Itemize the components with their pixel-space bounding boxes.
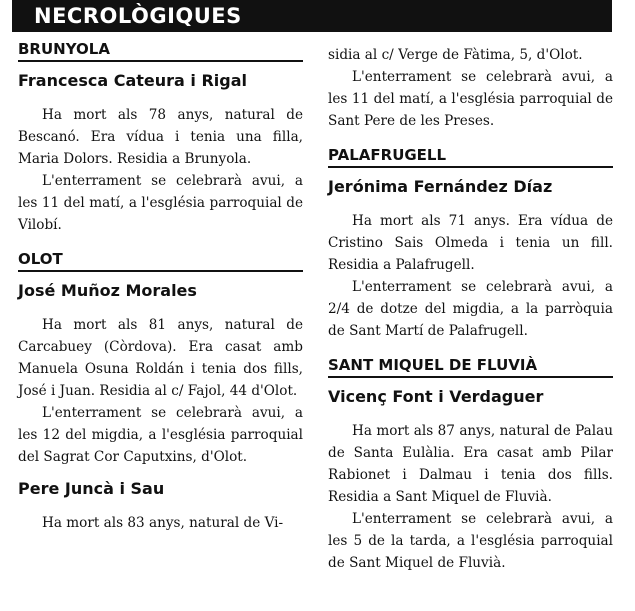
place-heading-sant-miquel-de-fluvia: SANT MIQUEL DE FLUVIÀ	[328, 356, 613, 378]
funeral-paragraph: L'enterrament se celebrarà avui, a les 11 del matí, a l'església parroquial de Vilobí.	[18, 173, 303, 233]
deceased-name: Jerónima Fernández Díaz	[328, 177, 553, 196]
continued-paragraph: sidia al c/ Verge de Fàtima, 5, d'Olot.	[328, 47, 583, 63]
funeral-paragraph: L'enterrament se celebrarà avui, a les 11 del matí, a l'església parroquial de Sant Pere de les Preses.	[328, 69, 613, 129]
place-heading-palafrugell: PALAFRUGELL	[328, 146, 613, 168]
obituary-paragraph: Ha mort als 83 anys, natural de Vi-	[42, 515, 284, 531]
left-column	[18, 40, 303, 534]
obituary-paragraph: Ha mort als 71 anys. Era vídua de Cristino Sais Olmeda i tenia un fill. Residia a Palafrugell.	[328, 213, 613, 273]
section-title: NECROLÒGIQUES	[34, 4, 242, 28]
deceased-name: José Muñoz Morales	[18, 281, 197, 300]
section-header-bar	[12, 0, 612, 32]
funeral-paragraph: L'enterrament se celebrarà avui, a 2/4 de dotze del migdia, a la parròquia de Sant Martí de Palafrugell.	[328, 279, 613, 339]
deceased-name: Vicenç Font i Verdaguer	[328, 387, 544, 406]
obituary-paragraph: Ha mort als 81 anys, natural de Carcabuey (Còrdova). Era casat amb Manuela Osuna Roldán i tenia dos fills, José i Juan. Residia al c/ Fajol, 44 d'Olot.	[18, 317, 303, 399]
deceased-name: Francesca Cateura i Rigal	[18, 71, 247, 90]
deceased-name: Pere Juncà i Sau	[18, 479, 165, 498]
funeral-paragraph: L'enterrament se celebrarà avui, a les 5 de la tarda, a l'església parroquial de Sant Miquel de Fluvià.	[328, 511, 613, 571]
funeral-paragraph: L'enterrament se celebrarà avui, a les 12 del migdia, a l'església parroquial del Sagrat Cor Caputxins, d'Olot.	[18, 405, 303, 465]
obituary-paragraph: Ha mort als 87 anys, natural de Palau de Santa Eulàlia. Era casat amb Pilar Rabionet i Dalmau i tenia dos fills. Residia a Sant Miquel de Fluvià.	[328, 423, 613, 505]
place-heading-brunyola: BRUNYOLA	[18, 40, 303, 62]
right-column	[328, 46, 613, 574]
place-heading-olot: OLOT	[18, 250, 303, 272]
obituary-paragraph: Ha mort als 78 anys, natural de Bescanó. Era vídua i tenia una filla, Maria Dolors. Residia a Brunyola.	[18, 107, 303, 167]
